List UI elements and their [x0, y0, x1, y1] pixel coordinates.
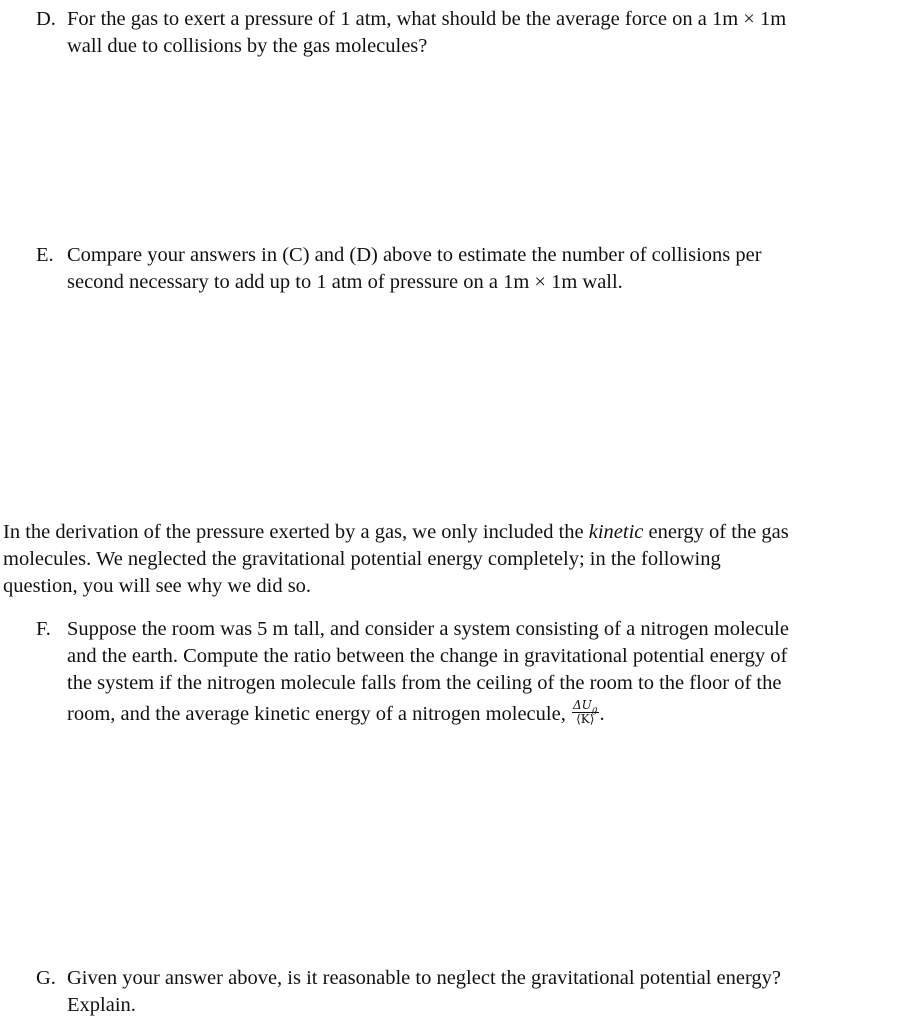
intro-line-2: molecules. We neglected the gravitational potential energy completely; in the following	[3, 548, 721, 570]
energy-ratio-fraction	[572, 699, 599, 726]
fraction-numerator	[572, 697, 599, 716]
question-d-line-1: For the gas to exert a pressure of 1 atm, what should be the average force on a 1m × 1m	[67, 8, 787, 30]
question-g-line-2: Explain.	[67, 994, 136, 1016]
question-f-line-3: the system if the nitrogen molecule falls from the ceiling of the room to the floor of the	[67, 672, 782, 694]
intro-kinetic-emphasis: kinetic	[588, 521, 644, 543]
question-f-line-2: and the earth. Compute the ratio between the change in gravitational potential energy of	[67, 645, 788, 667]
question-f-line-4	[67, 697, 856, 729]
question-f-line-1: Suppose the room was 5 m tall, and consider a system consisting of a nitrogen molecule	[67, 618, 789, 640]
intro-line-1	[3, 519, 863, 546]
question-g-text	[67, 965, 856, 1019]
question-g-line-1: Given your answer above, is it reasonable to neglect the gravitational potential energy?	[67, 967, 782, 989]
intro-paragraph	[3, 519, 863, 600]
intro-line-3: question, you will see why we did so.	[3, 575, 312, 597]
question-e-line-1: Compare your answers in (C) and (D) above to estimate the number of collisions per	[67, 244, 762, 266]
question-f-letter: F.	[36, 618, 51, 640]
question-f	[36, 616, 856, 729]
fraction-numerator-subscript: g	[591, 705, 598, 716]
question-d-letter: D.	[36, 8, 56, 30]
question-d-line-2: wall due to collisions by the gas molecules?	[67, 35, 428, 57]
question-f-line-4-text: room, and the average kinetic energy of a nitrogen molecule,	[67, 703, 571, 725]
question-f-line-4-end: .	[599, 703, 605, 725]
question-e-line-2: second necessary to add up to 1 atm of pressure on a 1m × 1m wall.	[67, 271, 623, 293]
question-e	[36, 242, 856, 296]
question-g-letter: G.	[36, 967, 56, 989]
question-g	[36, 965, 856, 1019]
fraction-numerator-main: ΔU	[572, 697, 592, 712]
fraction-denominator: ⟨K⟩	[576, 711, 595, 726]
intro-line-1-pre: In the derivation of the pressure exerted by a gas, we only included the	[3, 521, 589, 543]
question-e-text	[67, 242, 856, 296]
question-f-text	[67, 616, 856, 729]
question-d	[36, 6, 856, 60]
question-e-letter: E.	[36, 244, 54, 266]
intro-line-1-post: energy of the gas	[643, 521, 789, 543]
question-d-text	[67, 6, 856, 60]
